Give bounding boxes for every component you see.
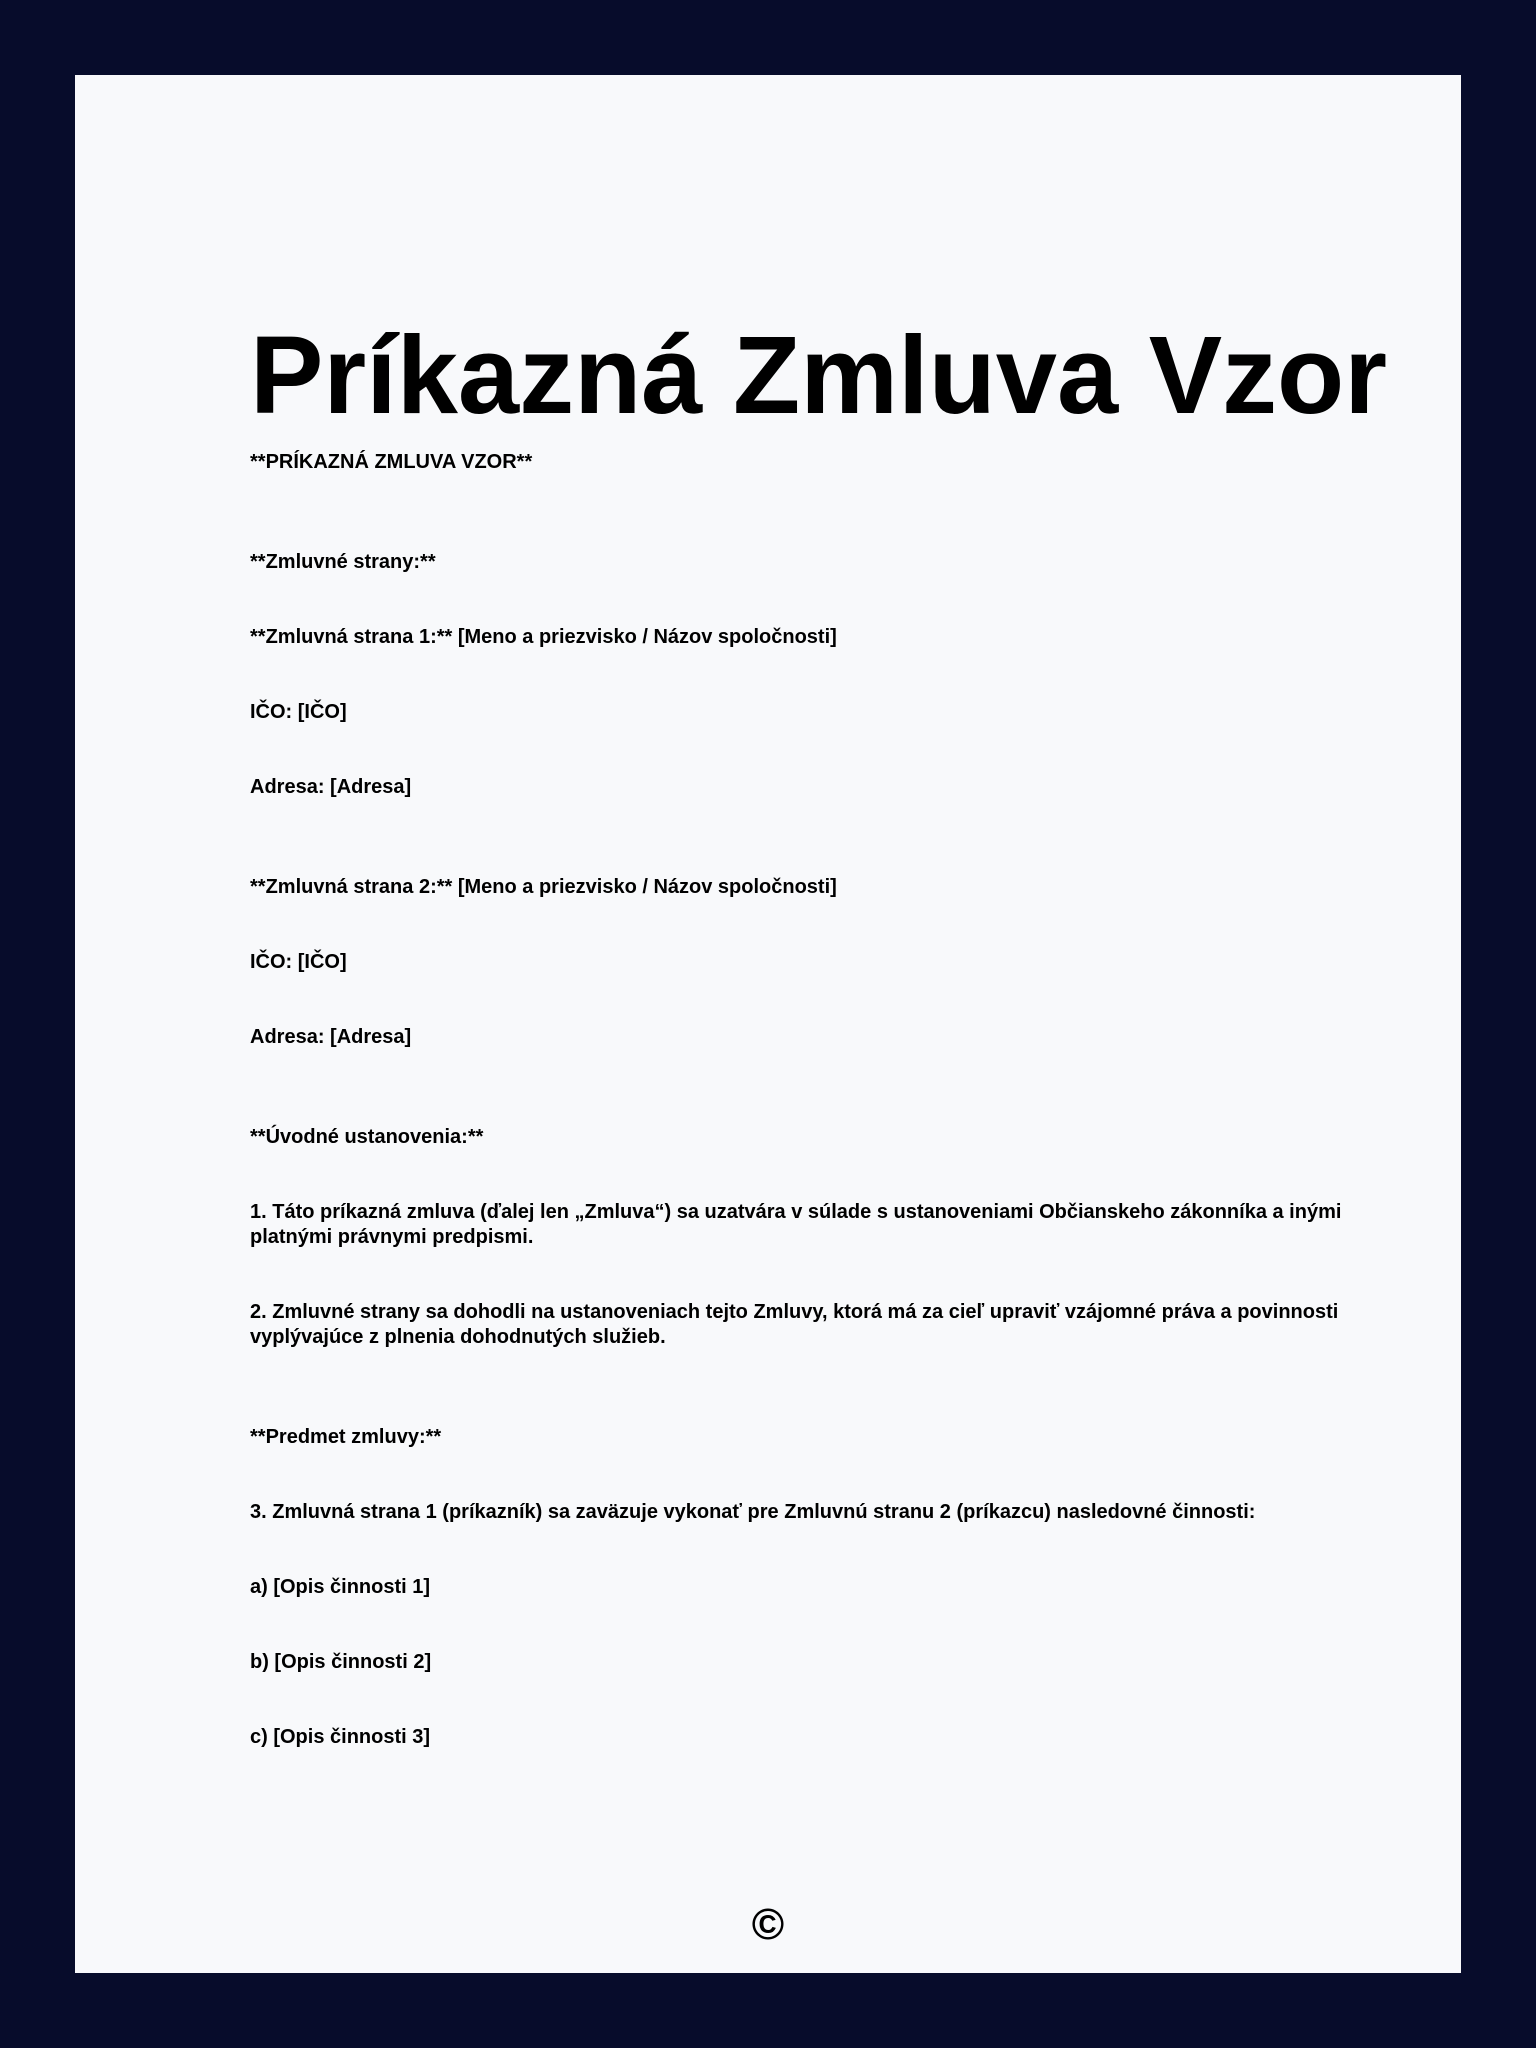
- activity-item-a: a) [Opis činnosti 1]: [250, 1576, 431, 1598]
- subject-heading: **Predmet zmluvy:**: [250, 1426, 442, 1448]
- party2-address: Adresa: [Adresa]: [250, 1026, 412, 1048]
- party1-ico: IČO: [IČO]: [250, 701, 347, 723]
- document-title: Príkazná Zmluva Vzor: [250, 314, 1388, 437]
- intro-item-1: 1. Táto príkazná zmluva (ďalej len „Zmluva“) sa uzatvára v súlade s ustanoveniami Občianskeho zákonníka a inými platnými právnymi predpismi.: [250, 1201, 1342, 1248]
- intro-item-2: 2. Zmluvné strany sa dohodli na ustanoveniach tejto Zmluvy, ktorá má za cieľ upraviť vzájomné práva a povinnosti vyplývajúce z plnenia dohodnutých služieb.: [250, 1301, 1339, 1348]
- document-page: [75, 75, 1461, 1973]
- activity-item-b: b) [Opis činnosti 2]: [250, 1651, 432, 1673]
- party1-name: **Zmluvná strana 1:** [Meno a priezvisko / Názov spoločnosti]: [250, 626, 837, 648]
- party1-address: Adresa: [Adresa]: [250, 776, 412, 798]
- copyright-icon: ©: [751, 1900, 785, 1949]
- parties-heading: **Zmluvné strany:**: [250, 551, 436, 573]
- party2-ico: IČO: [IČO]: [250, 951, 347, 973]
- activity-item-c: c) [Opis činnosti 3]: [250, 1726, 431, 1748]
- contract-heading: **PRÍKAZNÁ ZMLUVA VZOR**: [250, 451, 533, 473]
- subject-intro: 3. Zmluvná strana 1 (príkazník) sa zaväzuje vykonať pre Zmluvnú stranu 2 (príkazcu) nasledovné činnosti:: [250, 1501, 1256, 1523]
- intro-heading: **Úvodné ustanovenia:**: [250, 1126, 484, 1148]
- party2-name: **Zmluvná strana 2:** [Meno a priezvisko / Názov spoločnosti]: [250, 876, 837, 898]
